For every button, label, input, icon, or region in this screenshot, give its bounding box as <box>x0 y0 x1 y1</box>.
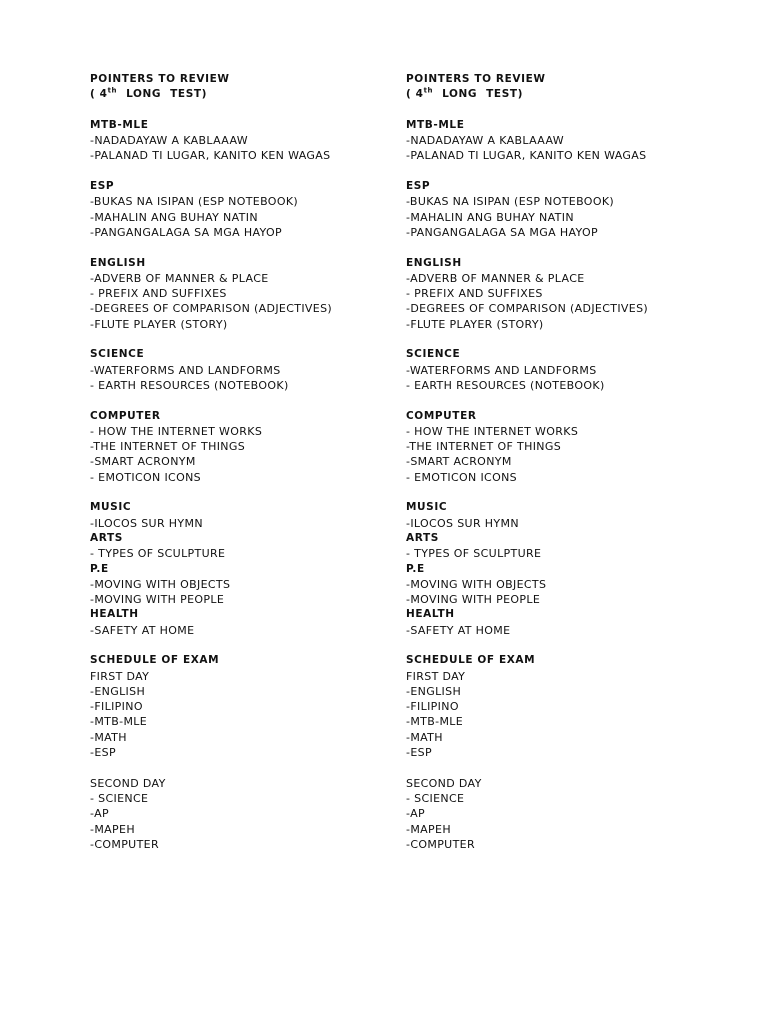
section-heading-music: MUSIC <box>90 501 132 514</box>
subtitle-open: ( 4 <box>406 88 424 101</box>
list-item: - EARTH RESOURCES (NOTEBOOK) <box>406 378 605 392</box>
subtitle-close: TEST) <box>486 88 524 101</box>
subtitle-long: LONG <box>126 88 162 101</box>
list-item: -MAHALIN ANG BUHAY NATIN <box>90 210 258 224</box>
list-item: -ILOCOS SUR HYMN <box>406 516 519 530</box>
list-item: -BUKAS NA ISIPAN (ESP NOTEBOOK) <box>406 195 615 209</box>
list-item: - PREFIX AND SUFFIXES <box>406 287 543 301</box>
section-heading-schedule: SCHEDULE OF EXAM <box>406 654 536 667</box>
section-heading-esp: ESP <box>406 180 431 193</box>
list-item: -WATERFORMS AND LANDFORMS <box>90 363 281 377</box>
list-item: -AP <box>406 807 425 821</box>
subtitle-ordinal: th <box>107 86 118 95</box>
subtitle-long: LONG <box>442 88 478 101</box>
section-heading-health: HEALTH <box>90 608 139 621</box>
list-item: -THE INTERNET OF THINGS <box>406 440 562 454</box>
list-item: -COMPUTER <box>90 837 159 851</box>
list-item: - HOW THE INTERNET WORKS <box>406 424 579 438</box>
section-heading-health: HEALTH <box>406 608 455 621</box>
list-item: - TYPES OF SCULPTURE <box>90 547 226 561</box>
list-item: -THE INTERNET OF THINGS <box>90 440 246 454</box>
schedule-second-day: SECOND DAY <box>90 776 166 790</box>
list-item: -PALANAD TI LUGAR, KANITO KEN WAGAS <box>406 149 647 163</box>
list-item: -WATERFORMS AND LANDFORMS <box>406 363 597 377</box>
list-item: - EARTH RESOURCES (NOTEBOOK) <box>90 378 289 392</box>
list-item: -MOVING WITH PEOPLE <box>406 593 541 607</box>
list-item: -MTB-MLE <box>406 715 464 729</box>
section-heading-schedule: SCHEDULE OF EXAM <box>90 654 220 667</box>
list-item: -SAFETY AT HOME <box>90 623 195 637</box>
list-item: -AP <box>90 807 109 821</box>
section-heading-music: MUSIC <box>406 501 448 514</box>
list-item: -MAPEH <box>90 822 135 836</box>
list-item: -MOVING WITH OBJECTS <box>90 577 231 591</box>
list-item: -NADADAYAW A KABLAAAW <box>406 134 564 148</box>
subtitle-open: ( 4 <box>90 88 108 101</box>
section-heading-pe: P.E <box>90 562 109 575</box>
list-item: -ENGLISH <box>90 684 146 698</box>
list-item: - SCIENCE <box>90 791 149 805</box>
list-item: -FILIPINO <box>406 700 459 714</box>
sheet-title: POINTERS TO REVIEW <box>90 73 230 85</box>
list-item: -DEGREES OF COMPARISON (ADJECTIVES) <box>406 302 649 316</box>
subtitle-close: TEST) <box>170 88 208 101</box>
list-item: -MAHALIN ANG BUHAY NATIN <box>406 210 574 224</box>
section-heading-english: ENGLISH <box>406 256 462 269</box>
list-item: -MAPEH <box>406 822 451 836</box>
section-heading-mtb: MTB-MLE <box>406 118 465 131</box>
section-heading-pe: P.E <box>406 562 425 575</box>
list-item: -ESP <box>90 746 116 760</box>
list-item: -MOVING WITH OBJECTS <box>406 577 547 591</box>
schedule-first-day: FIRST DAY <box>90 669 150 683</box>
schedule-first-day: FIRST DAY <box>406 669 466 683</box>
list-item: -MATH <box>406 730 443 744</box>
list-item: - EMOTICON ICONS <box>406 470 517 484</box>
list-item: - PREFIX AND SUFFIXES <box>90 287 227 301</box>
review-sheet-right <box>406 72 726 852</box>
section-heading-science: SCIENCE <box>406 348 461 361</box>
section-heading-mtb: MTB-MLE <box>90 118 149 131</box>
review-sheet-left <box>90 72 410 852</box>
list-item: - EMOTICON ICONS <box>90 470 201 484</box>
section-heading-computer: COMPUTER <box>90 409 161 422</box>
list-item: -FLUTE PLAYER (STORY) <box>406 317 544 331</box>
list-item: -FILIPINO <box>90 700 143 714</box>
list-item: -PANGANGALAGA SA MGA HAYOP <box>90 225 282 239</box>
list-item: -PALANAD TI LUGAR, KANITO KEN WAGAS <box>90 149 331 163</box>
list-item: -NADADAYAW A KABLAAAW <box>90 134 248 148</box>
list-item: -COMPUTER <box>406 837 475 851</box>
list-item: -SMART ACRONYM <box>90 455 196 469</box>
list-item: -DEGREES OF COMPARISON (ADJECTIVES) <box>90 302 333 316</box>
sheet-subtitle <box>406 87 726 102</box>
list-item: -SMART ACRONYM <box>406 455 512 469</box>
list-item: - SCIENCE <box>406 791 465 805</box>
list-item: -SAFETY AT HOME <box>406 623 511 637</box>
list-item: -ILOCOS SUR HYMN <box>90 516 203 530</box>
section-heading-computer: COMPUTER <box>406 409 477 422</box>
section-heading-arts: ARTS <box>90 531 123 544</box>
section-heading-science: SCIENCE <box>90 348 145 361</box>
list-item: -FLUTE PLAYER (STORY) <box>90 317 228 331</box>
list-item: -MTB-MLE <box>90 715 148 729</box>
section-heading-esp: ESP <box>90 180 115 193</box>
list-item: -ADVERB OF MANNER & PLACE <box>406 271 585 285</box>
subtitle-ordinal: th <box>423 86 434 95</box>
list-item: -MOVING WITH PEOPLE <box>90 593 225 607</box>
list-item: -PANGANGALAGA SA MGA HAYOP <box>406 225 598 239</box>
section-heading-arts: ARTS <box>406 531 439 544</box>
section-heading-english: ENGLISH <box>90 256 146 269</box>
list-item: - HOW THE INTERNET WORKS <box>90 424 263 438</box>
list-item: -BUKAS NA ISIPAN (ESP NOTEBOOK) <box>90 195 299 209</box>
sheet-subtitle <box>90 87 410 102</box>
list-item: -ENGLISH <box>406 684 462 698</box>
list-item: -MATH <box>90 730 127 744</box>
schedule-second-day: SECOND DAY <box>406 776 482 790</box>
list-item: - TYPES OF SCULPTURE <box>406 547 542 561</box>
list-item: -ESP <box>406 746 432 760</box>
list-item: -ADVERB OF MANNER & PLACE <box>90 271 269 285</box>
sheet-title: POINTERS TO REVIEW <box>406 73 546 85</box>
